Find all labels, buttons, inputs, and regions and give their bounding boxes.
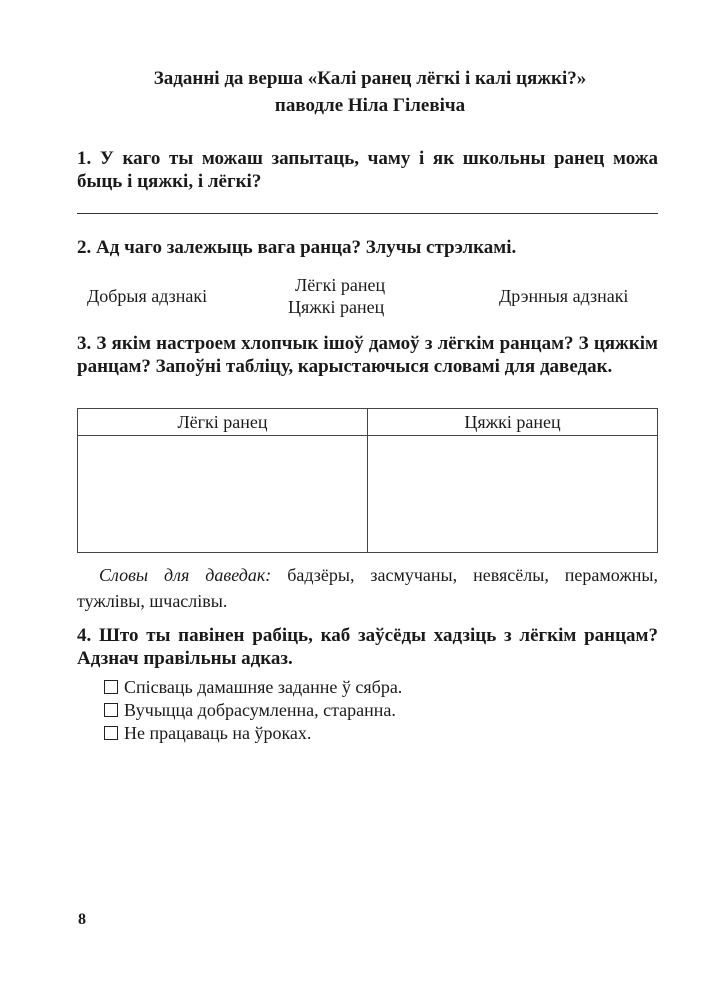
- table-header-heavy: Цяжкі ранец: [368, 409, 658, 436]
- option-bad-marks[interactable]: Дрэнныя адзнакі: [499, 286, 629, 306]
- mood-table: [77, 408, 658, 553]
- question-4: 4. Што ты павінен рабіць, каб заўсёды хадзіць з лёгкім ранцам? Адзнач правільны адказ.: [77, 625, 658, 669]
- question-1: 1. У каго ты можаш запытаць, чаму і як школьны ранец можа быць і цяжкі, і лёгкі?: [77, 148, 658, 192]
- choice-item[interactable]: [104, 722, 402, 745]
- choice-label: Вучыцца добрасумленна, старанна.: [124, 700, 396, 720]
- title-line-1: Заданні да верша «Калі ранец лёгкі і калі цяжкі?»: [153, 68, 587, 89]
- choice-label: Не працаваць на ўроках.: [124, 723, 312, 743]
- table-cell-heavy[interactable]: [368, 436, 658, 553]
- question-3: 3. З якім настроем хлопчык ішоў дамоў з лёгкім ранцам? З цяжкім ранцам? Запоўні табліцу, карыстаючыся словамі для даведак.: [77, 333, 658, 377]
- checkbox[interactable]: [104, 703, 118, 717]
- checkbox[interactable]: [104, 680, 118, 694]
- checkbox[interactable]: [104, 726, 118, 740]
- answer-choices: [104, 676, 402, 745]
- choice-label: Спісваць дамашняе заданне ў сябра.: [124, 677, 403, 697]
- hint-words: [77, 562, 658, 614]
- choice-item[interactable]: [104, 699, 402, 722]
- option-good-marks[interactable]: Добрыя адзнакі: [87, 286, 208, 306]
- answer-line[interactable]: [77, 213, 658, 214]
- hint-label: Словы для даведак:: [99, 565, 272, 585]
- option-light-bag[interactable]: Лёгкі ранец: [295, 275, 386, 295]
- table-header-light: Лёгкі ранец: [78, 409, 368, 436]
- question-2: 2. Ад чаго залежыць вага ранца? Злучы стрэлкамі.: [77, 237, 517, 258]
- title-line-2: паводле Ніла Гілевіча: [274, 95, 466, 116]
- choice-item[interactable]: [104, 676, 402, 699]
- hint-list: бадзёры, засмучаны, невясёлы, пераможны, тужлівы, шчаслівы.: [77, 565, 658, 611]
- option-heavy-bag[interactable]: Цяжкі ранец: [288, 297, 385, 317]
- table-cell-light[interactable]: [78, 436, 368, 553]
- page-number: 8: [78, 911, 86, 928]
